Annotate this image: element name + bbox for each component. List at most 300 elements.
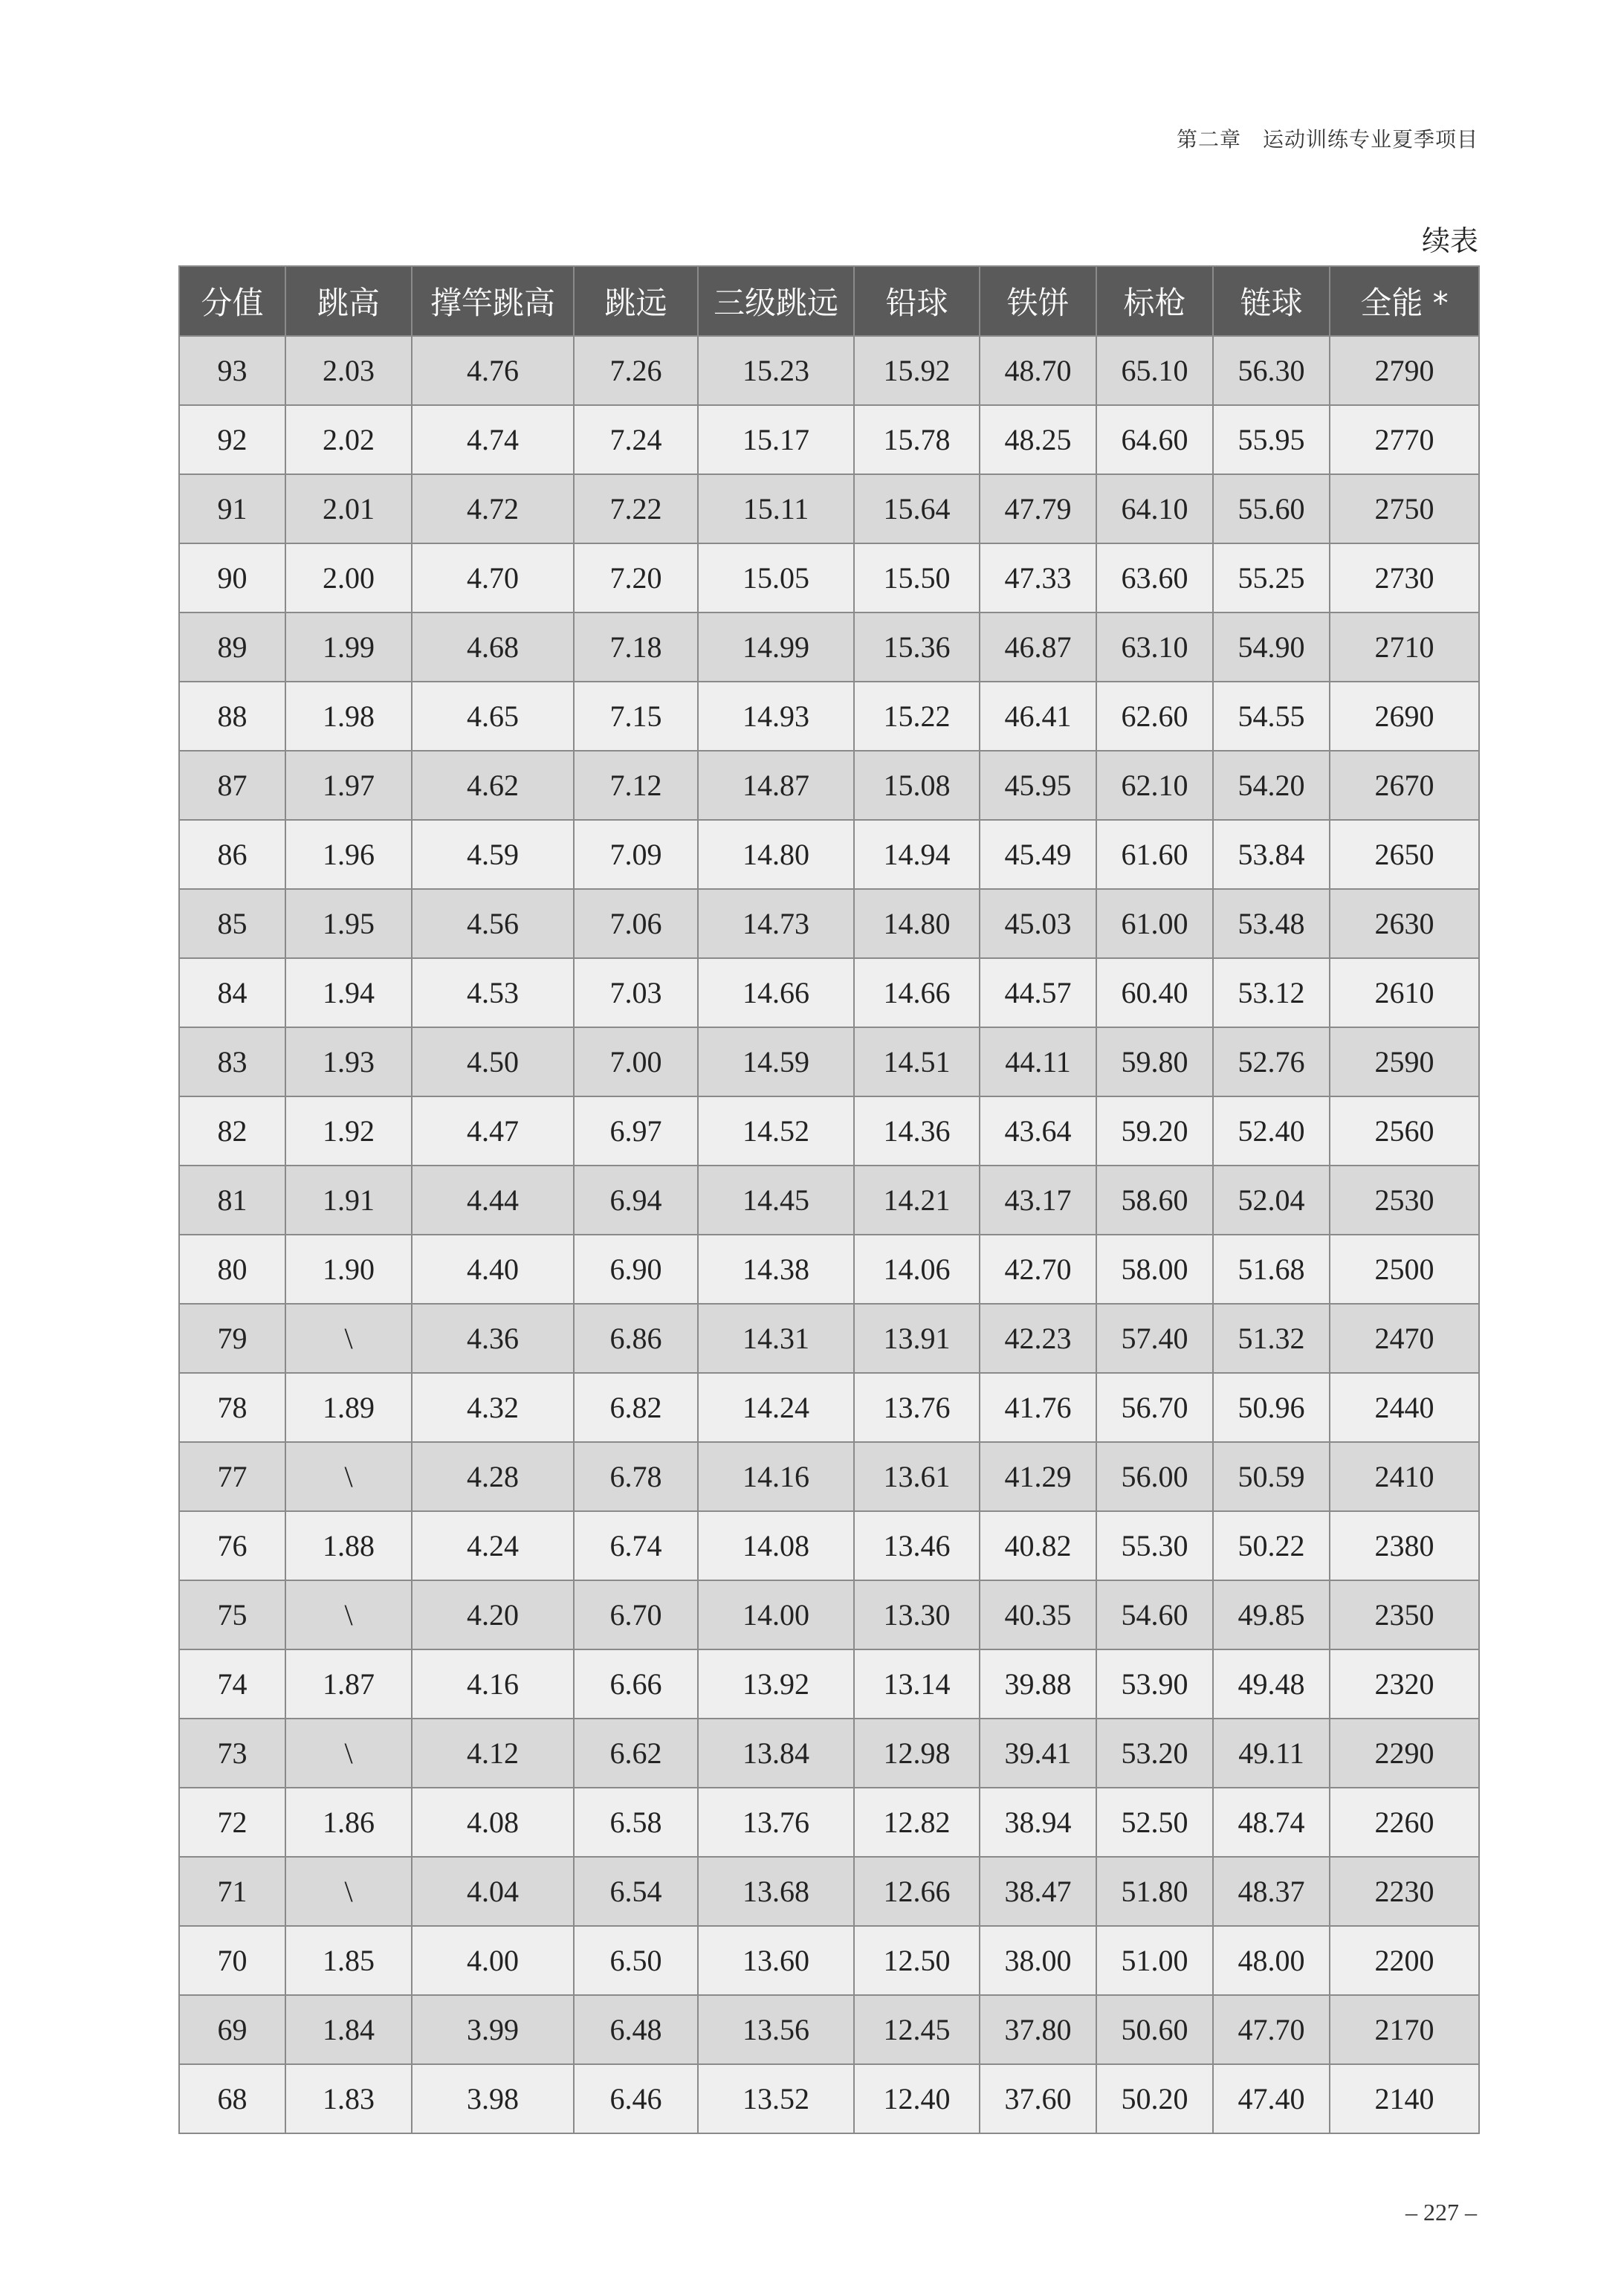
- table-cell: 53.84: [1213, 820, 1330, 889]
- table-row: [179, 1649, 1479, 1719]
- table-cell: 4.28: [412, 1442, 574, 1511]
- table-cell: 2560: [1330, 1096, 1479, 1166]
- table-cell: 50.60: [1096, 1995, 1213, 2064]
- column-header: 铁饼: [980, 266, 1096, 336]
- table-cell: 14.66: [854, 958, 980, 1027]
- table-cell: 2500: [1330, 1235, 1479, 1304]
- table-cell: 38.47: [980, 1857, 1096, 1926]
- table-cell: 51.32: [1213, 1304, 1330, 1373]
- table-cell: 4.04: [412, 1857, 574, 1926]
- running-head: 第二章 运动训练专业夏季项目: [1176, 127, 1478, 152]
- table-cell: 1.87: [285, 1649, 412, 1719]
- table-cell: 93: [179, 336, 285, 405]
- table-cell: 50.22: [1213, 1511, 1330, 1580]
- table-cell: 1.98: [285, 682, 412, 751]
- table-cell: 69: [179, 1995, 285, 2064]
- table-cell: 6.50: [574, 1926, 698, 1995]
- table-cell: 14.87: [698, 751, 854, 820]
- table-cell: 1.86: [285, 1788, 412, 1857]
- table-row: [179, 1788, 1479, 1857]
- table-cell: 90: [179, 543, 285, 612]
- table-cell: 14.16: [698, 1442, 854, 1511]
- table-cell: 13.30: [854, 1580, 980, 1649]
- table-cell: 2260: [1330, 1788, 1479, 1857]
- table-cell: 15.78: [854, 405, 980, 474]
- table-cell: 14.08: [698, 1511, 854, 1580]
- table-cell: 1.90: [285, 1235, 412, 1304]
- table-cell: 7.22: [574, 474, 698, 543]
- table-cell: 6.70: [574, 1580, 698, 1649]
- table-cell: 39.41: [980, 1719, 1096, 1788]
- table-cell: 1.95: [285, 889, 412, 958]
- table-cell: 3.98: [412, 2064, 574, 2133]
- table-cell: 52.04: [1213, 1166, 1330, 1235]
- table-cell: 4.40: [412, 1235, 574, 1304]
- table-cell: 4.12: [412, 1719, 574, 1788]
- table-cell: 53.12: [1213, 958, 1330, 1027]
- table-cell: 61.60: [1096, 820, 1213, 889]
- table-cell: 2.00: [285, 543, 412, 612]
- table-cell: 4.56: [412, 889, 574, 958]
- table-cell: 92: [179, 405, 285, 474]
- table-cell: 62.60: [1096, 682, 1213, 751]
- table-cell: 47.40: [1213, 2064, 1330, 2133]
- table-cell: 88: [179, 682, 285, 751]
- table-cell: 58.60: [1096, 1166, 1213, 1235]
- table-cell: 40.35: [980, 1580, 1096, 1649]
- table-cell: 55.60: [1213, 474, 1330, 543]
- table-cell: 13.52: [698, 2064, 854, 2133]
- table-cell: 63.60: [1096, 543, 1213, 612]
- table-row: [179, 543, 1479, 612]
- table-cell: 56.00: [1096, 1442, 1213, 1511]
- table-cell: 45.03: [980, 889, 1096, 958]
- table-cell: 4.20: [412, 1580, 574, 1649]
- table-row: [179, 1857, 1479, 1926]
- table-cell: 2320: [1330, 1649, 1479, 1719]
- table-cell: 56.70: [1096, 1373, 1213, 1442]
- table-cell: 6.82: [574, 1373, 698, 1442]
- table-cell: 51.00: [1096, 1926, 1213, 1995]
- table-cell: 13.91: [854, 1304, 980, 1373]
- table-cell: 4.53: [412, 958, 574, 1027]
- table-row: [179, 1719, 1479, 1788]
- table-cell: 14.66: [698, 958, 854, 1027]
- table-cell: 2470: [1330, 1304, 1479, 1373]
- table-cell: 7.26: [574, 336, 698, 405]
- table-row: [179, 820, 1479, 889]
- table-cell: 3.99: [412, 1995, 574, 2064]
- table-row: [179, 1096, 1479, 1166]
- table-cell: \: [285, 1580, 412, 1649]
- table-row: [179, 1926, 1479, 1995]
- table-row: [179, 1304, 1479, 1373]
- table-cell: 12.66: [854, 1857, 980, 1926]
- table-cell: \: [285, 1442, 412, 1511]
- page-number: – 227 –: [1405, 2199, 1477, 2226]
- table-row: [179, 958, 1479, 1027]
- table-cell: 7.24: [574, 405, 698, 474]
- table-cell: 50.59: [1213, 1442, 1330, 1511]
- table-cell: 12.98: [854, 1719, 980, 1788]
- table-cell: 2710: [1330, 612, 1479, 682]
- table-cell: 2770: [1330, 405, 1479, 474]
- table-cell: 42.70: [980, 1235, 1096, 1304]
- table-cell: 2630: [1330, 889, 1479, 958]
- table-row: [179, 474, 1479, 543]
- table-cell: 2230: [1330, 1857, 1479, 1926]
- table-cell: 87: [179, 751, 285, 820]
- table-cell: 7.09: [574, 820, 698, 889]
- table-cell: 89: [179, 612, 285, 682]
- table-cell: 2170: [1330, 1995, 1479, 2064]
- table-cell: 2440: [1330, 1373, 1479, 1442]
- table-cell: 1.93: [285, 1027, 412, 1096]
- table-cell: 15.22: [854, 682, 980, 751]
- table-cell: 45.95: [980, 751, 1096, 820]
- table-cell: 14.80: [854, 889, 980, 958]
- table-cell: 51.80: [1096, 1857, 1213, 1926]
- table-cell: 44.11: [980, 1027, 1096, 1096]
- table-cell: 7.20: [574, 543, 698, 612]
- table-cell: 2530: [1330, 1166, 1479, 1235]
- table-cell: 2670: [1330, 751, 1479, 820]
- column-header: 全能 *: [1330, 266, 1479, 336]
- table-cell: 15.50: [854, 543, 980, 612]
- table-cell: 4.16: [412, 1649, 574, 1719]
- table-cell: 1.92: [285, 1096, 412, 1166]
- table-row: [179, 1442, 1479, 1511]
- table-cell: 4.65: [412, 682, 574, 751]
- table-cell: 49.85: [1213, 1580, 1330, 1649]
- table-cell: 14.38: [698, 1235, 854, 1304]
- table-cell: \: [285, 1857, 412, 1926]
- table-row: [179, 1166, 1479, 1235]
- table-cell: 2590: [1330, 1027, 1479, 1096]
- table-cell: 2750: [1330, 474, 1479, 543]
- table-cell: 14.24: [698, 1373, 854, 1442]
- table-cell: 43.64: [980, 1096, 1096, 1166]
- table-cell: 55.30: [1096, 1511, 1213, 1580]
- table-cell: 1.84: [285, 1995, 412, 2064]
- table-cell: 4.08: [412, 1788, 574, 1857]
- table-cell: \: [285, 1304, 412, 1373]
- table-cell: 2.01: [285, 474, 412, 543]
- table-cell: 2200: [1330, 1926, 1479, 1995]
- table-cell: 41.76: [980, 1373, 1096, 1442]
- table-row: [179, 889, 1479, 958]
- table-cell: 4.44: [412, 1166, 574, 1235]
- table-cell: 1.94: [285, 958, 412, 1027]
- table-cell: 82: [179, 1096, 285, 1166]
- table-cell: 14.73: [698, 889, 854, 958]
- table-cell: 2730: [1330, 543, 1479, 612]
- table-cell: 68: [179, 2064, 285, 2133]
- table-cell: 83: [179, 1027, 285, 1096]
- table-cell: 52.50: [1096, 1788, 1213, 1857]
- table-cell: 72: [179, 1788, 285, 1857]
- table-cell: 15.92: [854, 336, 980, 405]
- table-cell: 58.00: [1096, 1235, 1213, 1304]
- table-cell: 4.68: [412, 612, 574, 682]
- table-cell: 4.36: [412, 1304, 574, 1373]
- table-cell: 14.31: [698, 1304, 854, 1373]
- table-cell: 15.64: [854, 474, 980, 543]
- table-cell: 14.59: [698, 1027, 854, 1096]
- table-cell: 38.94: [980, 1788, 1096, 1857]
- table-body: [179, 336, 1479, 2133]
- table-cell: 59.20: [1096, 1096, 1213, 1166]
- table-cell: 2380: [1330, 1511, 1479, 1580]
- table-cell: 6.48: [574, 1995, 698, 2064]
- table-cell: 39.88: [980, 1649, 1096, 1719]
- table-cell: 53.90: [1096, 1649, 1213, 1719]
- table-cell: 76: [179, 1511, 285, 1580]
- table-cell: 46.41: [980, 682, 1096, 751]
- table-cell: 64.60: [1096, 405, 1213, 474]
- table-cell: 44.57: [980, 958, 1096, 1027]
- table-cell: 14.93: [698, 682, 854, 751]
- table-cell: 4.24: [412, 1511, 574, 1580]
- table-cell: 4.32: [412, 1373, 574, 1442]
- table-cell: 2290: [1330, 1719, 1479, 1788]
- table-cell: 6.90: [574, 1235, 698, 1304]
- table-cell: 86: [179, 820, 285, 889]
- table-cell: 50.20: [1096, 2064, 1213, 2133]
- table-cell: 79: [179, 1304, 285, 1373]
- table-cell: 51.68: [1213, 1235, 1330, 1304]
- table-cell: 80: [179, 1235, 285, 1304]
- table-cell: 55.95: [1213, 405, 1330, 474]
- table-cell: 4.00: [412, 1926, 574, 1995]
- table-cell: 14.45: [698, 1166, 854, 1235]
- table-row: [179, 1995, 1479, 2064]
- table-cell: 13.56: [698, 1995, 854, 2064]
- table-cell: 52.40: [1213, 1096, 1330, 1166]
- table-cell: 50.96: [1213, 1373, 1330, 1442]
- table-row: [179, 2064, 1479, 2133]
- table-cell: 91: [179, 474, 285, 543]
- table-cell: 7.00: [574, 1027, 698, 1096]
- table-row: [179, 1511, 1479, 1580]
- table-cell: 2.03: [285, 336, 412, 405]
- table-cell: 55.25: [1213, 543, 1330, 612]
- table-cell: 48.74: [1213, 1788, 1330, 1857]
- table-cell: 2140: [1330, 2064, 1479, 2133]
- table-cell: 43.17: [980, 1166, 1096, 1235]
- table-cell: 71: [179, 1857, 285, 1926]
- table-cell: 2650: [1330, 820, 1479, 889]
- table-cell: 77: [179, 1442, 285, 1511]
- table-cell: 53.48: [1213, 889, 1330, 958]
- table-cell: 1.99: [285, 612, 412, 682]
- table-cell: 2350: [1330, 1580, 1479, 1649]
- table-cell: 75: [179, 1580, 285, 1649]
- table-cell: 85: [179, 889, 285, 958]
- table-cell: 84: [179, 958, 285, 1027]
- table-cell: 65.10: [1096, 336, 1213, 405]
- table-cell: 63.10: [1096, 612, 1213, 682]
- column-header: 铅球: [854, 266, 980, 336]
- table-cell: 37.60: [980, 2064, 1096, 2133]
- table-cell: 54.55: [1213, 682, 1330, 751]
- table-cell: 7.06: [574, 889, 698, 958]
- table-cell: 6.86: [574, 1304, 698, 1373]
- table-cell: 4.70: [412, 543, 574, 612]
- table-cell: 46.87: [980, 612, 1096, 682]
- table-cell: 2690: [1330, 682, 1479, 751]
- table-cell: 1.97: [285, 751, 412, 820]
- table-cell: 74: [179, 1649, 285, 1719]
- table-cell: 6.62: [574, 1719, 698, 1788]
- table-cell: 14.94: [854, 820, 980, 889]
- table-cell: 4.76: [412, 336, 574, 405]
- table-cell: 7.18: [574, 612, 698, 682]
- table-cell: 4.62: [412, 751, 574, 820]
- table-cell: 13.61: [854, 1442, 980, 1511]
- table-cell: 13.46: [854, 1511, 980, 1580]
- table-row: [179, 1027, 1479, 1096]
- table-cell: 12.82: [854, 1788, 980, 1857]
- table-cell: 54.60: [1096, 1580, 1213, 1649]
- table-cell: 12.45: [854, 1995, 980, 2064]
- table-cell: 14.80: [698, 820, 854, 889]
- table-cell: 14.06: [854, 1235, 980, 1304]
- table-cell: 15.17: [698, 405, 854, 474]
- table-cell: 47.33: [980, 543, 1096, 612]
- table-cell: 13.92: [698, 1649, 854, 1719]
- table-cell: 4.50: [412, 1027, 574, 1096]
- table-cell: 14.00: [698, 1580, 854, 1649]
- table-cell: 40.82: [980, 1511, 1096, 1580]
- column-header: 标枪: [1096, 266, 1213, 336]
- table-cell: 2.02: [285, 405, 412, 474]
- table-cell: 2410: [1330, 1442, 1479, 1511]
- table-cell: 47.70: [1213, 1995, 1330, 2064]
- table-row: [179, 336, 1479, 405]
- continued-label: 续表: [1421, 224, 1478, 257]
- table-cell: 6.46: [574, 2064, 698, 2133]
- table-cell: 52.76: [1213, 1027, 1330, 1096]
- table-cell: 45.49: [980, 820, 1096, 889]
- table-cell: 13.60: [698, 1926, 854, 1995]
- table-cell: 6.97: [574, 1096, 698, 1166]
- table-cell: 1.91: [285, 1166, 412, 1235]
- table-cell: 6.54: [574, 1857, 698, 1926]
- score-table: [178, 265, 1480, 2134]
- table-cell: 48.70: [980, 336, 1096, 405]
- table-cell: 13.14: [854, 1649, 980, 1719]
- table-cell: 14.52: [698, 1096, 854, 1166]
- table-row: [179, 612, 1479, 682]
- table-cell: 12.50: [854, 1926, 980, 1995]
- table-cell: 37.80: [980, 1995, 1096, 2064]
- table-cell: 6.66: [574, 1649, 698, 1719]
- table-cell: 4.74: [412, 405, 574, 474]
- table-cell: 48.25: [980, 405, 1096, 474]
- table-cell: 57.40: [1096, 1304, 1213, 1373]
- table-cell: 4.59: [412, 820, 574, 889]
- table-cell: 1.88: [285, 1511, 412, 1580]
- table-header-row: [179, 266, 1479, 336]
- column-header: 三级跳远: [698, 266, 854, 336]
- table-cell: 78: [179, 1373, 285, 1442]
- table-cell: 1.83: [285, 2064, 412, 2133]
- table-row: [179, 405, 1479, 474]
- table-cell: 14.99: [698, 612, 854, 682]
- table-cell: 14.51: [854, 1027, 980, 1096]
- table-row: [179, 1235, 1479, 1304]
- table-cell: 62.10: [1096, 751, 1213, 820]
- table-cell: 73: [179, 1719, 285, 1788]
- table-cell: 54.20: [1213, 751, 1330, 820]
- table-cell: 56.30: [1213, 336, 1330, 405]
- table-cell: 54.90: [1213, 612, 1330, 682]
- table-cell: 15.11: [698, 474, 854, 543]
- table-row: [179, 1580, 1479, 1649]
- table-cell: \: [285, 1719, 412, 1788]
- table-cell: 53.20: [1096, 1719, 1213, 1788]
- table-cell: 4.72: [412, 474, 574, 543]
- column-header: 链球: [1213, 266, 1330, 336]
- column-header: 撑竿跳高: [412, 266, 574, 336]
- column-header: 分值: [179, 266, 285, 336]
- table-cell: 64.10: [1096, 474, 1213, 543]
- table-cell: 6.94: [574, 1166, 698, 1235]
- table-row: [179, 751, 1479, 820]
- table-row: [179, 1373, 1479, 1442]
- table-cell: 48.37: [1213, 1857, 1330, 1926]
- table-cell: 6.78: [574, 1442, 698, 1511]
- table-cell: 4.47: [412, 1096, 574, 1166]
- table-cell: 7.03: [574, 958, 698, 1027]
- table-cell: 1.89: [285, 1373, 412, 1442]
- table-cell: 15.05: [698, 543, 854, 612]
- table-cell: 14.36: [854, 1096, 980, 1166]
- table-cell: 2610: [1330, 958, 1479, 1027]
- table-cell: 42.23: [980, 1304, 1096, 1373]
- column-header: 跳高: [285, 266, 412, 336]
- table-cell: 2790: [1330, 336, 1479, 405]
- table-cell: 13.68: [698, 1857, 854, 1926]
- table-cell: 41.29: [980, 1442, 1096, 1511]
- table-cell: 59.80: [1096, 1027, 1213, 1096]
- table-cell: 6.74: [574, 1511, 698, 1580]
- table-row: [179, 682, 1479, 751]
- table-cell: 1.85: [285, 1926, 412, 1995]
- table-cell: 13.76: [698, 1788, 854, 1857]
- column-header: 跳远: [574, 266, 698, 336]
- table-cell: 6.58: [574, 1788, 698, 1857]
- table-cell: 15.23: [698, 336, 854, 405]
- table-cell: 1.96: [285, 820, 412, 889]
- table-cell: 15.36: [854, 612, 980, 682]
- table-cell: 38.00: [980, 1926, 1096, 1995]
- table-cell: 15.08: [854, 751, 980, 820]
- table-cell: 13.76: [854, 1373, 980, 1442]
- table-cell: 7.12: [574, 751, 698, 820]
- table-cell: 13.84: [698, 1719, 854, 1788]
- table-cell: 48.00: [1213, 1926, 1330, 1995]
- table-cell: 49.11: [1213, 1719, 1330, 1788]
- table-cell: 60.40: [1096, 958, 1213, 1027]
- table-cell: 61.00: [1096, 889, 1213, 958]
- table-cell: 49.48: [1213, 1649, 1330, 1719]
- table-cell: 12.40: [854, 2064, 980, 2133]
- table-cell: 81: [179, 1166, 285, 1235]
- table-cell: 7.15: [574, 682, 698, 751]
- table-cell: 14.21: [854, 1166, 980, 1235]
